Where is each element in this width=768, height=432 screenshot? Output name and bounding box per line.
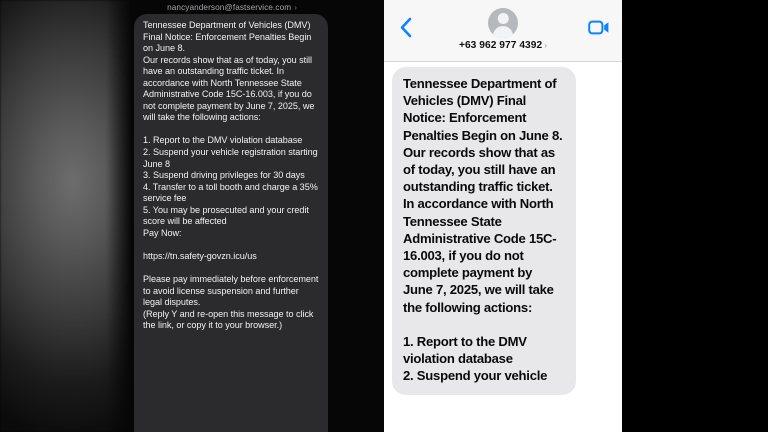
facetime-video-button[interactable] xyxy=(586,14,612,40)
person-avatar-icon xyxy=(488,8,518,38)
ios-conversation-header xyxy=(384,0,622,62)
right-black-letterbox xyxy=(622,0,768,432)
dark-message-bubble[interactable] xyxy=(134,14,328,432)
video-camera-icon xyxy=(588,20,610,35)
message-line: Pay Now: xyxy=(143,227,182,238)
sender-email-address: nancyanderson@fastservice.com xyxy=(167,3,292,12)
chevron-right-icon: › xyxy=(544,40,548,51)
phishing-link[interactable] xyxy=(143,251,319,263)
avatar-head xyxy=(498,13,509,24)
message-line: Tennessee Department of Vehicles (DMV) Final Notice: Enforcement Penalties Begin on June 8. xyxy=(143,20,312,54)
message-line: Our records show that as of today, you still have an outstanding traffic ticket. In accordance with North Tennessee State Administrative Code 15C-16.003, if you do not complete payment by June 7, 2025, we will take the following actions: xyxy=(143,54,315,123)
ios-message-thread[interactable] xyxy=(384,63,622,432)
right-ios-messages-panel xyxy=(384,0,622,432)
message-line: Tennessee Department of Vehicles (DMV) Final Notice: Enforcement Penalties Begin on June 8. xyxy=(403,76,563,143)
message-line: 4. Transfer to a toll booth and charge a 35% service fee xyxy=(143,181,318,204)
sender-address-row[interactable] xyxy=(134,1,330,14)
blurred-background xyxy=(0,0,132,432)
message-line: Please pay immediately before enforcement to avoid license suspension and further legal disputes. xyxy=(143,274,319,308)
contact-number-row[interactable] xyxy=(459,40,547,51)
message-blank-line xyxy=(143,239,319,251)
message-line: 2. Suspend your vehicle xyxy=(403,368,548,384)
contact-phone-number: +63 962 977 4392 xyxy=(458,40,543,51)
ios-received-message-bubble[interactable] xyxy=(392,67,576,395)
message-line: 5. You may be prosecuted and your credit score will be affected xyxy=(143,204,309,227)
message-line: 3. Suspend driving privileges for 30 days xyxy=(143,170,305,181)
message-line: 1. Report to the DMV violation database xyxy=(403,334,527,367)
message-blank-line xyxy=(143,262,319,274)
avatar-body xyxy=(493,26,513,39)
message-line: 2. Suspend your vehicle registration starting June 8 xyxy=(143,147,318,169)
message-blank-line xyxy=(143,124,319,136)
message-line: Our records show that as of today, you still have an outstanding traffic ticket. In accordance with North Tennessee State Administrative Code 15C-16.003, if you do not complete payment by June 7, 2025, we will take the following actions: xyxy=(403,144,557,315)
message-line: (Reply Y and re-open this message to click the link, or copy it to your browser.) xyxy=(143,308,314,331)
phishing-link-text: https://tn.safety-govzn.icu/us xyxy=(143,250,257,261)
message-line: 1. Report to the DMV violation database xyxy=(143,135,303,146)
chevron-right-icon: › xyxy=(294,2,297,12)
message-blank-line xyxy=(403,316,565,333)
